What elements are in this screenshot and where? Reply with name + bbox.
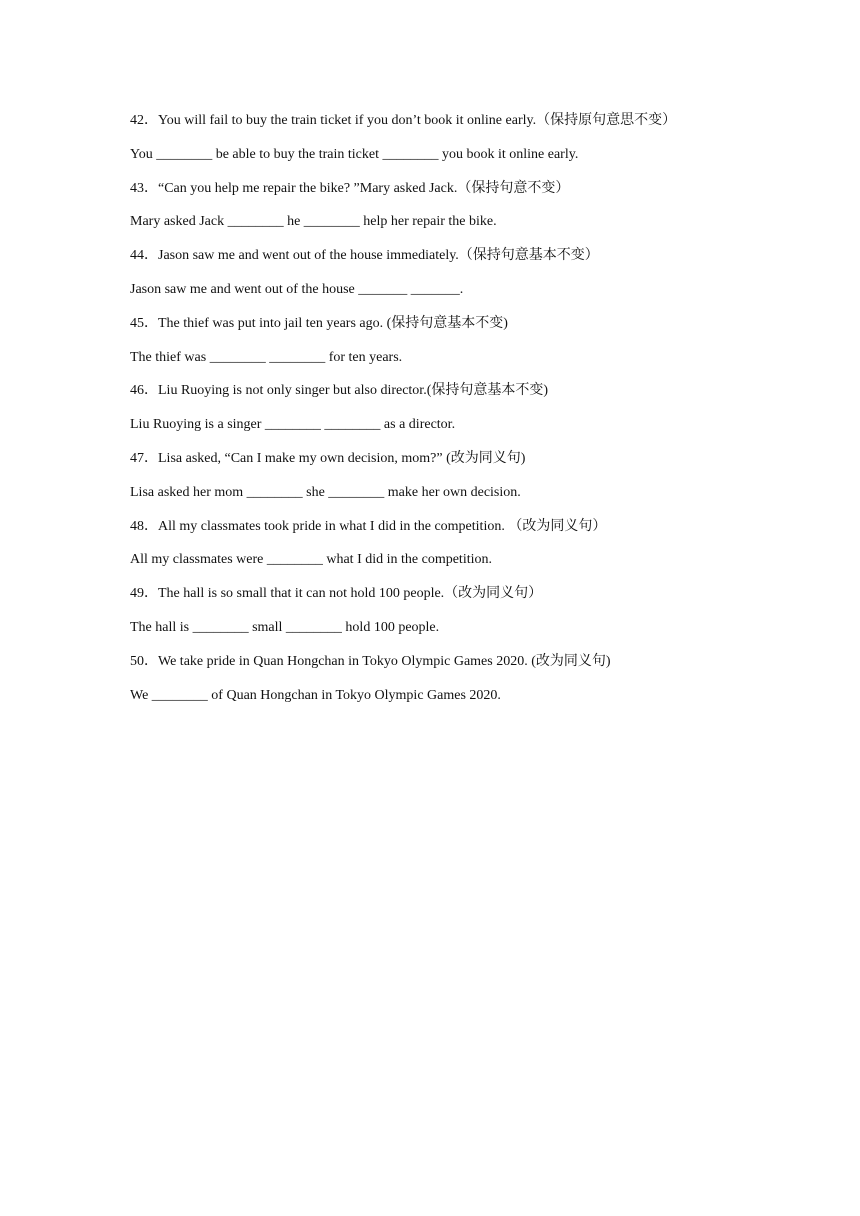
question-text: Lisa asked, “Can I make my own decision, mom?” (改为同义句) — [158, 450, 526, 466]
question-prompt — [130, 516, 740, 550]
question-text: The hall is so small that it can not hold 100 people.（改为同义句） — [158, 586, 543, 602]
question-number: 49． — [130, 586, 158, 602]
question-prompt — [130, 178, 740, 212]
question-number: 42． — [130, 113, 158, 128]
question-text: The thief was put into jail ten years ago. (保持句意基本不变) — [158, 315, 508, 331]
question-prompt — [130, 313, 740, 347]
answer-line: All my classmates were ________ what I did in the competition. — [130, 552, 492, 568]
question-text: Liu Ruoying is not only singer but also director.(保持句意基本不变) — [158, 383, 549, 399]
exercise-list — [130, 110, 740, 718]
answer-line: Jason saw me and went out of the house _______ _______. — [130, 281, 464, 297]
question-text: You will fail to buy the train ticket if you don’t book it online early.（保持原句意思不变） — [158, 113, 677, 128]
answer-line: Lisa asked her mom ________ she ________ make her own decision. — [130, 484, 521, 500]
answer-line: The thief was ________ ________ for ten years. — [130, 349, 403, 365]
question-text: We take pride in Quan Hongchan in Tokyo Olympic Games 2020. (改为同义句) — [158, 653, 611, 669]
question-number: 45． — [130, 315, 158, 331]
question-number: 43． — [130, 180, 158, 196]
question-number: 47． — [130, 450, 158, 466]
question-number: 50． — [130, 653, 158, 669]
answer-line: You ________ be able to buy the train ticket ________ you book it online early. — [130, 146, 579, 162]
question-prompt — [130, 448, 740, 482]
question-text: All my classmates took pride in what I did in the competition. （改为同义句） — [158, 518, 607, 534]
answer-line: The hall is ________ small ________ hold 100 people. — [130, 619, 440, 635]
question-prompt — [130, 110, 740, 144]
answer-line: We ________ of Quan Hongchan in Tokyo Olympic Games 2020. — [130, 687, 501, 703]
question-prompt — [130, 583, 740, 617]
question-text: Jason saw me and went out of the house immediately.（保持句意基本不变） — [158, 248, 599, 264]
answer-line: Mary asked Jack ________ he ________ help her repair the bike. — [130, 214, 497, 230]
question-number: 46． — [130, 383, 158, 399]
question-number: 44． — [130, 248, 158, 264]
question-text: “Can you help me repair the bike? ”Mary asked Jack.（保持句意不变） — [158, 180, 570, 196]
question-prompt — [130, 651, 740, 685]
question-prompt — [130, 245, 740, 279]
question-number: 48． — [130, 518, 158, 534]
answer-line: Liu Ruoying is a singer ________ ________ as a director. — [130, 417, 456, 433]
question-prompt — [130, 380, 740, 414]
